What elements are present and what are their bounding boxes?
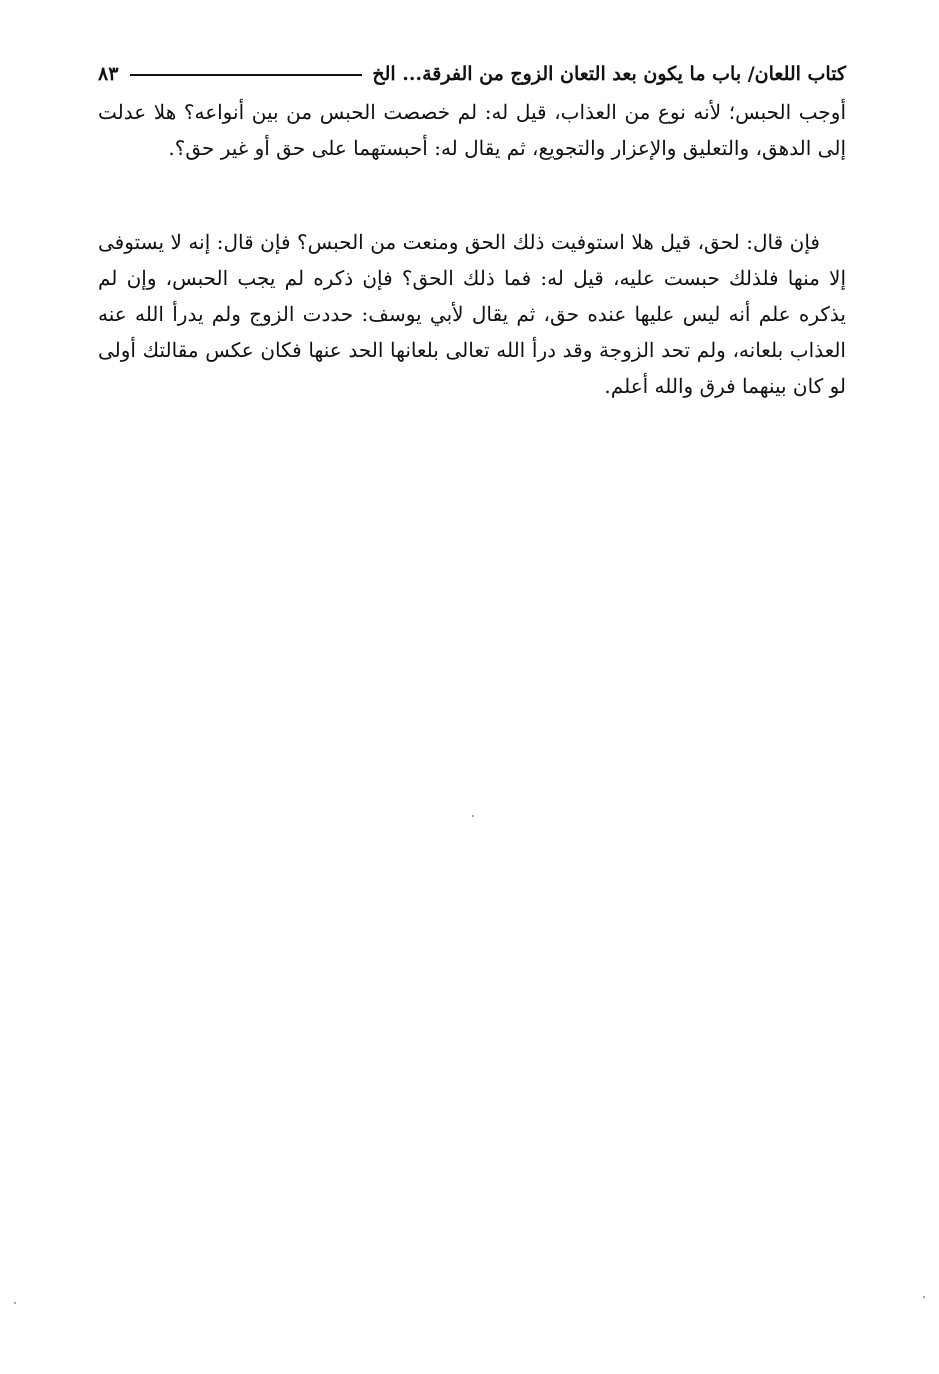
- page-number: ٨٣: [98, 63, 119, 85]
- running-header: [98, 58, 846, 90]
- scan-speck: [923, 1296, 925, 1298]
- scan-speck: [14, 1302, 16, 1304]
- scan-speck: [472, 815, 474, 817]
- paragraph-2: فإن قال: لحق، قيل هلا استوفيت ذلك الحق ومنعت من الحبس؟ فإن قال: إنه لا يستوفى إلا منها فلذلك حبست عليه، قيل له: فما ذلك الحق؟ فإن ذكره لم يجب الحبس، وإن لم يذكره علم أنه ليس عليها عنده حق، ثم يقال لأبي يوسف: حددت الزوج ولم يدرأ الله عنه العذاب بلعانه، ولم تحد الزوجة وقد درأ الله تعالى بلعانها الحد عنها فكان عكس مقالتك أولى لو كان بينهما فرق والله أعلم.: [98, 230, 846, 398]
- header-title: كتاب اللعان/ باب ما يكون بعد التعان الزوج من الفرقة... الخ: [372, 63, 846, 85]
- paragraph-1: أوجب الحبس؛ لأنه نوع من العذاب، قيل له: لم خصصت الحبس من بين أنواعه؟ هلا عدلت إلى الدهق، والتعليق والإعزار والتجويع، ثم يقال له: أحبستهما على حق أو غير حق؟.: [98, 100, 846, 160]
- header-rule: [130, 74, 362, 76]
